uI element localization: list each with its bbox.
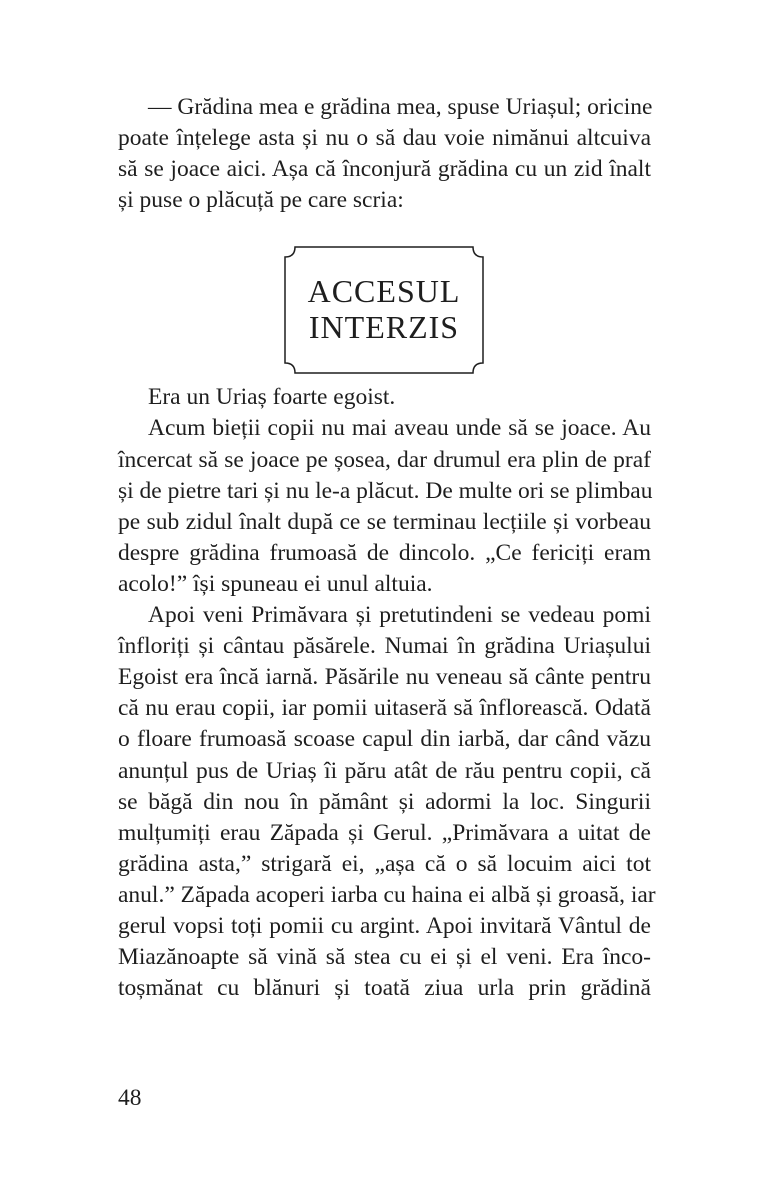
text-line: Miazănoapte să vină să stea cu ei și el veni. Era înco- xyxy=(118,944,651,971)
text-line: poate înțelege asta și nu o să dau voie nimănui altcuiva xyxy=(118,125,651,152)
text-line: mulțumiți erau Zăpada și Gerul. „Primăvara a uitat de xyxy=(118,819,651,846)
text-line: încercat să se joace pe șosea, dar drumul era plin de praf xyxy=(118,446,651,473)
text-line: despre grădina frumoasă de dincolo. „Ce fericiți eram xyxy=(118,539,651,566)
sign-line-1: ACCESUL xyxy=(307,273,461,310)
text-line: grădina asta,” strigară ei, „așa că o să locuim aici tot xyxy=(118,850,651,877)
text-line: și de pietre tari și nu le-a plăcut. De multe ori se plimbau xyxy=(118,477,653,504)
text-line: Egoist era încă iarnă. Păsările nu veneau să cânte pentru xyxy=(118,664,651,691)
text-line: să se joace aici. Așa că înconjură grădina cu un zid înalt xyxy=(118,156,651,183)
sign-area xyxy=(118,216,651,382)
text-line: se băgă din nou în pământ și adormi la loc. Singurii xyxy=(118,788,651,815)
text-line: că nu erau copii, iar pomii uitaseră să înflorească. Odată xyxy=(118,695,651,722)
paragraph-4 xyxy=(118,600,656,1004)
paragraph-2 xyxy=(118,382,651,413)
text-line: pe sub zidul înalt după ce se terminau lecțiile și vorbeau xyxy=(118,508,651,535)
paragraph-1 xyxy=(118,92,651,216)
text-line: — Grădina mea e grădina mea, spuse Uriașul; oricine xyxy=(148,94,653,120)
text-line: Apoi veni Primăvara și pretutindeni se vedeau pomi xyxy=(148,602,651,629)
text-line: acolo!” își spuneau ei unul altuia. xyxy=(118,570,433,597)
text-line: și puse o plăcuță pe care scria: xyxy=(118,187,404,214)
access-forbidden-sign xyxy=(284,246,484,374)
text-line: anunțul pus de Uriaș îi păru atât de rău pentru copii, că xyxy=(118,757,651,784)
text-line: toșmănat cu blănuri și toată ziua urla prin grădină xyxy=(118,975,651,1002)
sign-line-2: INTERZIS xyxy=(308,309,460,346)
text-line: Acum bieții copii nu mai aveau unde să se joace. Au xyxy=(148,415,651,442)
text-line: anul.” Zăpada acoperi iarba cu haina ei albă și groasă, iar xyxy=(118,881,656,908)
paragraph-3 xyxy=(118,413,651,600)
text-line: o floare frumoasă scoase capul din iarbă, dar când văzu xyxy=(118,726,651,753)
sign-text xyxy=(284,273,484,345)
page-number: 48 xyxy=(118,1085,142,1111)
page-body xyxy=(118,92,656,1004)
text-line: gerul vopsi toți pomii cu argint. Apoi invitară Vântul de xyxy=(118,912,651,939)
text-line: Era un Uriaș foarte egoist. xyxy=(148,384,396,411)
text-line: înfloriți și cântau păsărele. Numai în grădina Uriașului xyxy=(118,633,651,660)
